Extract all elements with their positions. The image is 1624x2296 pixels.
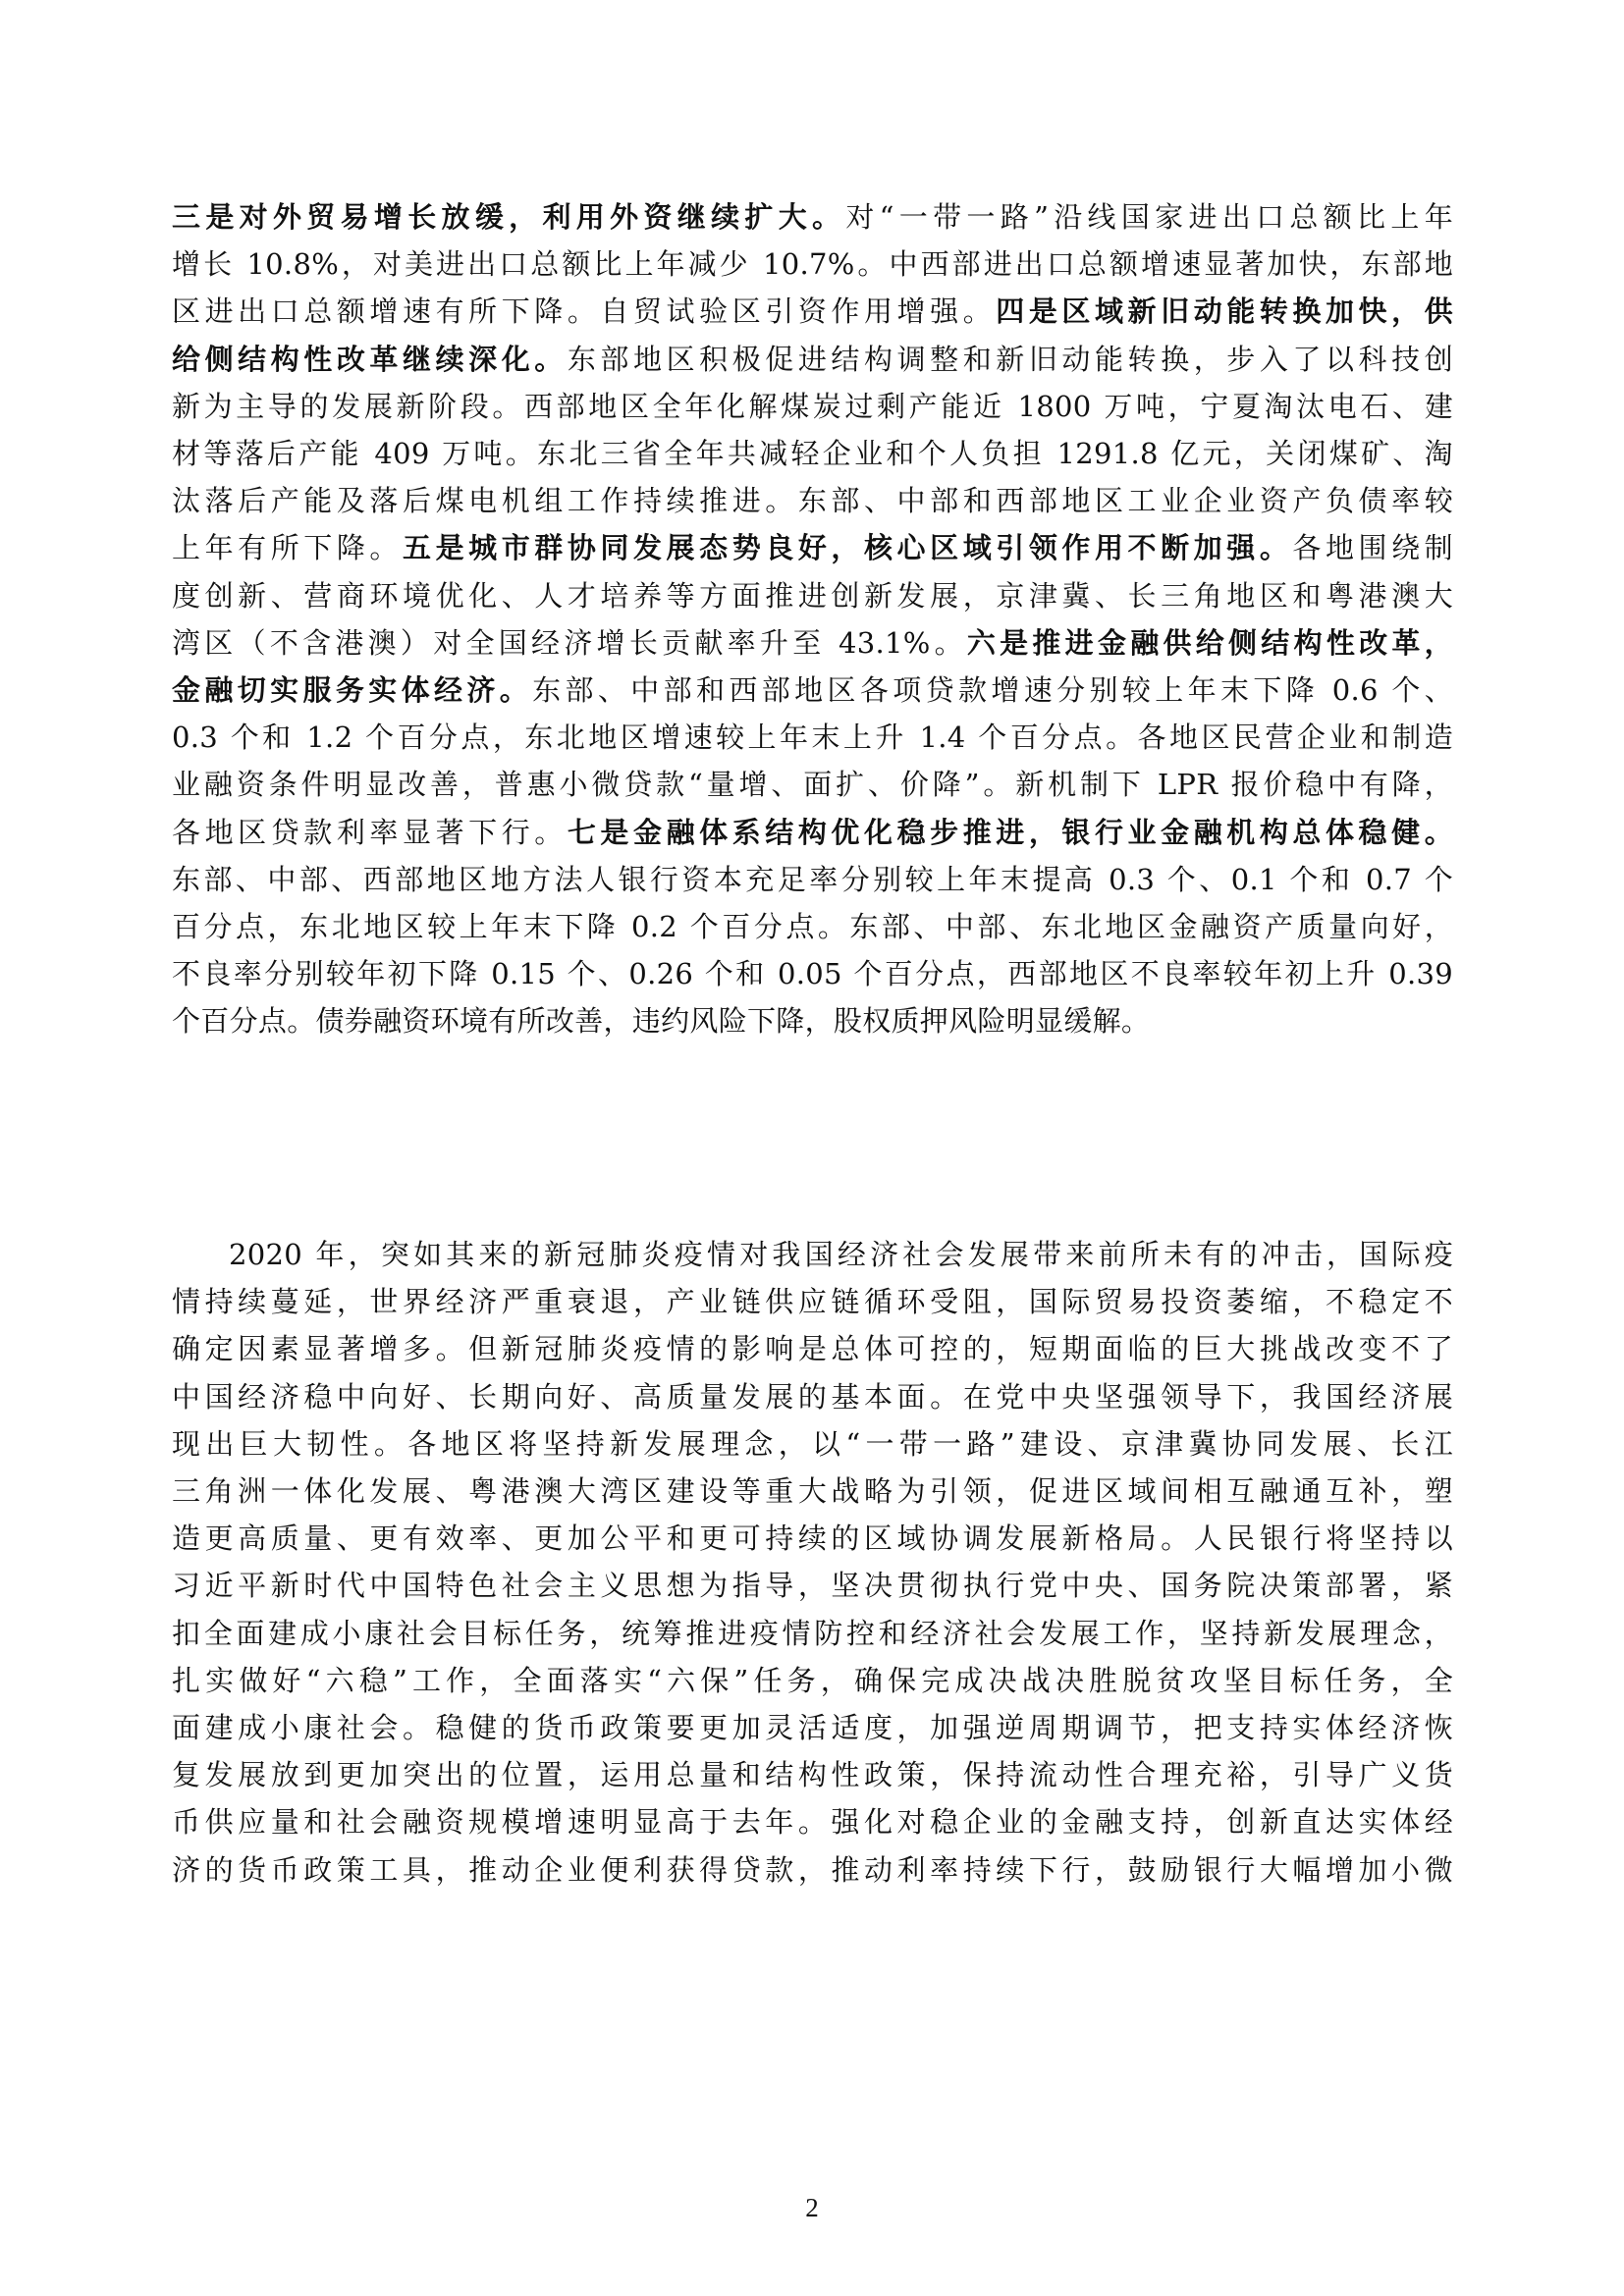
body-text: 情持续蔓延，世界经济严重衰退，产业链供应链循环受阻，国际贸易投资萎缩，不稳定不 — [172, 1285, 1453, 1319]
body-text: 新为主导的发展新阶段。西部地区全年化解煤炭过剩产能近 1800 万吨，宁夏淘汰电石、建 — [172, 389, 1453, 423]
text-line — [172, 1515, 1453, 1562]
text-line — [172, 1562, 1453, 1609]
text-line — [172, 667, 1453, 714]
body-text: 材等落后产能 409 万吨。东北三省全年共减轻企业和个人负担 1291.8 亿元，关闭煤矿、淘 — [172, 437, 1453, 471]
body-text: 币供应量和社会融资规模增速明显高于去年。强化对稳企业的金融支持，创新直达实体经 — [172, 1805, 1453, 1840]
body-text: 各地区贷款利率显著下行。 — [172, 815, 568, 849]
body-text: 造更高质量、更有效率、更加公平和更可持续的区域协调发展新格局。人民银行将坚持以 — [172, 1522, 1453, 1556]
body-text: 三角洲一体化发展、粤港澳大湾区建设等重大战略为引领，促进区域间相互融通互补，塑 — [172, 1474, 1453, 1509]
body-text: 汰落后产能及落后煤电机组工作持续推进。东部、中部和西部地区工业企业资产负债率较 — [172, 484, 1453, 518]
text-line — [172, 1610, 1453, 1657]
bold-heading-text: 四是区域新旧动能转换加快，供 — [996, 294, 1453, 329]
bold-heading-text: 五是城市群协同发展态势良好，核心区域引领作用不断加强。 — [403, 531, 1293, 565]
text-line — [172, 903, 1453, 950]
body-paragraph-2 — [172, 1231, 1453, 1894]
text-line — [172, 1798, 1453, 1845]
text-line — [172, 193, 1453, 240]
bold-heading-text: 金融切实服务实体经济。 — [172, 673, 533, 708]
text-line — [172, 336, 1453, 383]
body-text: 面建成小康社会。稳健的货币政策要更加灵活适度，加强逆周期调节，把支持实体经济恢 — [172, 1711, 1453, 1745]
text-line — [172, 1657, 1453, 1704]
body-text: 扣全面建成小康社会目标任务，统筹推进疫情防控和经济社会发展工作，坚持新发展理念， — [172, 1616, 1453, 1650]
body-text: 复发展放到更加突出的位置，运用总量和结构性政策，保持流动性合理充裕，引导广义货 — [172, 1758, 1453, 1792]
body-text: 习近平新时代中国特色社会主义思想为指导，坚决贯彻执行党中央、国务院决策部署，紧 — [172, 1569, 1453, 1603]
text-line — [172, 240, 1453, 288]
body-text: 对“一带一路”沿线国家进出口总额比上年 — [845, 200, 1453, 234]
body-text: 扎实做好“六稳”工作，全面落实“六保”任务，确保完成决战决胜脱贫攻坚目标任务，全 — [172, 1663, 1453, 1697]
text-line — [172, 1751, 1453, 1798]
bold-heading-text: 六是推进金融供给侧结构性改革， — [966, 625, 1453, 660]
text-line — [172, 997, 1453, 1044]
text-line — [172, 1468, 1453, 1515]
text-line — [172, 856, 1453, 903]
body-text: 百分点，东北地区较上年末下降 0.2 个百分点。东部、中部、东北地区金融资产质量向好， — [172, 910, 1453, 944]
body-text: 中国经济稳中向好、长期向好、高质量发展的基本面。在党中央坚强领导下，我国经济展 — [172, 1379, 1453, 1414]
text-line — [172, 1278, 1453, 1325]
text-line — [172, 619, 1453, 667]
page-number: 2 — [805, 2193, 819, 2222]
text-line — [172, 524, 1453, 571]
body-text: 0.3 个和 1.2 个百分点，东北地区增速较上年末上升 1.4 个百分点。各地区民营企业和制造 — [172, 721, 1453, 755]
body-text: 业融资条件明显改善，普惠小微贷款“量增、面扩、价降”。新机制下 LPR 报价稳中有降， — [172, 768, 1453, 802]
body-text: 湾区（不含港澳）对全国经济增长贡献率升至 43.1%。 — [172, 625, 967, 660]
text-line — [172, 477, 1453, 524]
text-line — [172, 430, 1453, 477]
text-line — [172, 1231, 1453, 1278]
text-line — [172, 572, 1453, 619]
text-line — [172, 1420, 1453, 1468]
bold-heading-text: 给侧结构性改革继续深化。 — [172, 342, 568, 376]
text-line — [172, 761, 1453, 808]
text-line — [172, 288, 1453, 335]
text-line — [172, 714, 1453, 761]
body-paragraph-1 — [172, 193, 1453, 1045]
body-text: 东部、中部和西部地区各项贷款增速分别较上年末下降 0.6 个、 — [532, 673, 1453, 708]
text-line — [172, 383, 1453, 430]
text-line — [172, 1325, 1453, 1372]
body-text: 东部地区积极促进结构调整和新旧动能转换，步入了以科技创 — [567, 342, 1453, 376]
text-line — [172, 809, 1453, 856]
text-line — [172, 1846, 1453, 1894]
body-text: 上年有所下降。 — [172, 531, 403, 565]
body-text: 2020 年，突如其来的新冠肺炎疫情对我国经济社会发展带来前所未有的冲击，国际疫 — [229, 1238, 1453, 1271]
body-text: 确定因素显著增多。但新冠肺炎疫情的影响是总体可控的，短期面临的巨大挑战改变不了 — [172, 1332, 1453, 1366]
text-line — [172, 1704, 1453, 1751]
body-text: 不良率分别较年初下降 0.15 个、0.26 个和 0.05 个百分点，西部地区不良率较年初上升 0.39 — [172, 957, 1453, 991]
body-text: 个百分点。债券融资环境有所改善，违约风险下降，股权质押风险明显缓解。 — [172, 1004, 1151, 1039]
body-text: 各地围绕制 — [1292, 531, 1453, 565]
body-text: 济的货币政策工具，推动企业便利获得贷款，推动利率持续下行，鼓励银行大幅增加小微 — [172, 1852, 1453, 1887]
bold-heading-text: 七是金融体系结构优化稳步推进，银行业金融机构总体稳健。 — [567, 815, 1453, 849]
text-line — [172, 1373, 1453, 1420]
body-text: 现出巨大韧性。各地区将坚持新发展理念，以“一带一路”建设、京津冀协同发展、长江 — [172, 1426, 1453, 1461]
body-text: 度创新、营商环境优化、人才培养等方面推进创新发展，京津冀、长三角地区和粤港澳大 — [172, 578, 1453, 613]
body-text: 增长 10.8%，对美进出口总额比上年减少 10.7%。中西部进出口总额增速显著加快，东部地 — [172, 247, 1453, 282]
body-text: 区进出口总额增速有所下降。自贸试验区引资作用增强。 — [172, 294, 997, 329]
text-line — [172, 950, 1453, 997]
body-text: 东部、中部、西部地区地方法人银行资本充足率分别较上年末提高 0.3 个、0.1 个和 0.7 个 — [172, 862, 1453, 896]
bold-heading-text: 三是对外贸易增长放缓，利用外资继续扩大。 — [172, 200, 846, 234]
